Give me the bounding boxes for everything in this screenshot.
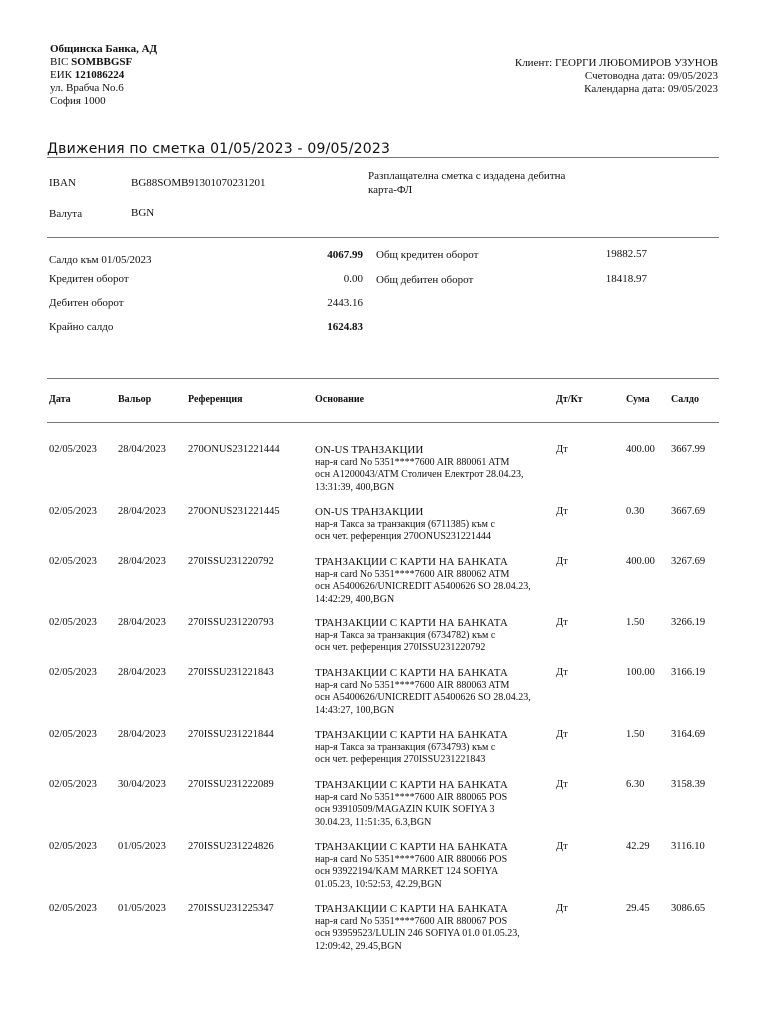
cell-dtkt: Дт xyxy=(556,617,568,628)
cell-value-date: 30/04/2023 xyxy=(118,779,166,790)
divider xyxy=(47,157,719,158)
col-header-description: Основание xyxy=(315,394,365,405)
cell-amount: 400.00 xyxy=(626,444,655,455)
cell-reference: 270ISSU231221843 xyxy=(188,667,274,678)
account-type-line2: карта-ФЛ xyxy=(368,184,413,196)
bank-info xyxy=(50,43,157,108)
closing-balance-label: Крайно салдо xyxy=(49,321,114,333)
cell-balance: 3166.19 xyxy=(671,667,706,678)
bank-eik: ЕИК 121086224 xyxy=(50,69,125,81)
currency-label: Валута xyxy=(49,208,83,220)
cell-balance: 3158.39 xyxy=(671,779,706,790)
cell-date: 02/05/2023 xyxy=(49,506,97,517)
cell-dtkt: Дт xyxy=(556,903,568,914)
col-header-value-date: Вальор xyxy=(118,394,152,405)
cell-value-date: 01/05/2023 xyxy=(118,841,166,852)
col-header-date: Дата xyxy=(49,394,71,405)
cell-amount: 42.29 xyxy=(626,841,650,852)
cell-date: 02/05/2023 xyxy=(49,444,97,455)
total-credit-label: Общ кредитен оборот xyxy=(376,249,479,261)
cell-amount: 1.50 xyxy=(626,729,645,740)
iban-label: IBAN xyxy=(49,177,76,189)
cell-amount: 29.45 xyxy=(626,903,650,914)
cell-date: 02/05/2023 xyxy=(49,779,97,790)
cell-amount: 100.00 xyxy=(626,667,655,678)
table-row xyxy=(0,667,768,727)
cell-dtkt: Дт xyxy=(556,729,568,740)
credit-turnover-label: Кредитен оборот xyxy=(49,273,129,285)
cell-balance: 3266.19 xyxy=(671,617,706,628)
cell-balance: 3116.10 xyxy=(671,841,705,852)
cell-value-date: 28/04/2023 xyxy=(118,617,166,628)
cell-dtkt: Дт xyxy=(556,506,568,517)
divider xyxy=(47,237,719,238)
col-header-amount: Сума xyxy=(626,394,650,405)
opening-balance-label: Салдо към 01/05/2023 xyxy=(49,254,152,266)
cell-amount: 0.30 xyxy=(626,506,645,517)
cell-reference: 270ISSU231225347 xyxy=(188,903,274,914)
cell-reference: 270ISSU231222089 xyxy=(188,779,274,790)
cell-date: 02/05/2023 xyxy=(49,556,97,567)
cell-value-date: 01/05/2023 xyxy=(118,903,166,914)
statement-title: Движения по сметка 01/05/2023 - 09/05/2023 xyxy=(47,141,391,157)
table-row xyxy=(0,556,768,616)
cell-dtkt: Дт xyxy=(556,841,568,852)
calendar-date: Календарна дата: 09/05/2023 xyxy=(584,83,718,95)
bank-bic: BIC SOMBBGSF xyxy=(50,56,133,68)
cell-date: 02/05/2023 xyxy=(49,903,97,914)
cell-description: ON-US ТРАНЗАКЦИИ нар-я Такса за транзакция (6711385) към с осн чет. референция 270ONUS231221444 xyxy=(315,506,495,542)
cell-balance: 3667.99 xyxy=(671,444,706,455)
cell-amount: 400.00 xyxy=(626,556,655,567)
cell-balance: 3086.65 xyxy=(671,903,706,914)
cell-reference: 270ISSU231221844 xyxy=(188,729,274,740)
total-debit-value: 18418.97 xyxy=(605,273,647,285)
iban-value: BG88SOMB91301070231201 xyxy=(131,177,266,189)
table-row xyxy=(0,779,768,839)
divider xyxy=(47,378,719,379)
debit-turnover-value: 2443.16 xyxy=(327,297,363,309)
total-credit-value: 19882.57 xyxy=(605,248,647,260)
col-header-balance: Салдо xyxy=(671,394,699,405)
table-row xyxy=(0,841,768,901)
cell-description: ТРАНЗАКЦИИ С КАРТИ НА БАНКАТА нар-я card No 5351****7600 AIR 880065 POS осн 93910509/MAGAZIN KUIK SOFIYA 3 30.04.23, 11:51:35, 6.3,BGN xyxy=(315,779,508,828)
debit-turnover-label: Дебитен оборот xyxy=(49,297,124,309)
credit-turnover-value: 0.00 xyxy=(343,273,363,285)
cell-value-date: 28/04/2023 xyxy=(118,506,166,517)
bank-city: София 1000 xyxy=(50,95,106,107)
cell-dtkt: Дт xyxy=(556,444,568,455)
cell-dtkt: Дт xyxy=(556,667,568,678)
col-header-reference: Референция xyxy=(188,394,243,405)
cell-description: ТРАНЗАКЦИИ С КАРТИ НА БАНКАТА нар-я Такса за транзакция (6734782) към с осн чет. референция 270ISSU231220792 xyxy=(315,617,508,653)
cell-reference: 270ISSU231220792 xyxy=(188,556,274,567)
closing-balance-value: 1624.83 xyxy=(327,321,363,333)
opening-balance-value: 4067.99 xyxy=(327,249,363,261)
cell-amount: 1.50 xyxy=(626,617,645,628)
table-row xyxy=(0,444,768,504)
accounting-date: Счетоводна дата: 09/05/2023 xyxy=(584,70,718,82)
bank-address: ул. Врабча No.6 xyxy=(50,82,124,94)
cell-description: ТРАНЗАКЦИИ С КАРТИ НА БАНКАТА нар-я card No 5351****7600 AIR 880062 ATM осн A5400626/UNICREDIT A5400626 SO 28.04.23, 14:42:29, 400,BGN xyxy=(315,556,531,605)
cell-date: 02/05/2023 xyxy=(49,841,97,852)
cell-reference: 270ONUS231221444 xyxy=(188,444,280,455)
total-debit-label: Общ дебитен оборот xyxy=(376,274,474,286)
bank-name: Общинска Банка, АД xyxy=(50,43,158,55)
cell-value-date: 28/04/2023 xyxy=(118,667,166,678)
cell-balance: 3164.69 xyxy=(671,729,706,740)
cell-description: ТРАНЗАКЦИИ С КАРТИ НА БАНКАТА нар-я Такса за транзакция (6734793) към с осн чет. референция 270ISSU231221843 xyxy=(315,729,508,765)
cell-description: ТРАНЗАКЦИИ С КАРТИ НА БАНКАТА нар-я card No 5351****7600 AIR 880067 POS осн 93959523/LULIN 246 SOFIYA 01.0 01.05.23, 12:09:42, 29.45,BGN xyxy=(315,903,520,952)
cell-balance: 3267.69 xyxy=(671,556,706,567)
cell-description: ON-US ТРАНЗАКЦИИ нар-я card No 5351****7600 AIR 880061 ATM осн A1200043/ATM Столичен Електрот 28.04.23, 13:31:39, 400,BGN xyxy=(315,444,524,493)
cell-description: ТРАНЗАКЦИИ С КАРТИ НА БАНКАТА нар-я card No 5351****7600 AIR 880066 POS осн 93922194/KAM MARKET 124 SOFIYA 01.05.23, 10:52:53, 42.29,BGN xyxy=(315,841,508,890)
cell-date: 02/05/2023 xyxy=(49,667,97,678)
cell-amount: 6.30 xyxy=(626,779,645,790)
table-row xyxy=(0,903,768,963)
cell-value-date: 28/04/2023 xyxy=(118,444,166,455)
client-name: Клиент: ГЕОРГИ ЛЮБОМИРОВ УЗУНОВ xyxy=(514,57,718,69)
cell-reference: 270ISSU231224826 xyxy=(188,841,274,852)
cell-date: 02/05/2023 xyxy=(49,617,97,628)
account-type-line1: Разплащателна сметка с издадена дебитна xyxy=(368,170,566,182)
cell-dtkt: Дт xyxy=(556,556,568,567)
cell-description: ТРАНЗАКЦИИ С КАРТИ НА БАНКАТА нар-я card No 5351****7600 AIR 880063 ATM осн A5400626/UNICREDIT A5400626 SO 28.04.23, 14:43:27, 100,BGN xyxy=(315,667,531,716)
cell-dtkt: Дт xyxy=(556,779,568,790)
cell-date: 02/05/2023 xyxy=(49,729,97,740)
col-header-dtkt: Дт/Кт xyxy=(556,394,583,405)
currency-value: BGN xyxy=(131,207,155,219)
divider xyxy=(47,422,719,423)
client-info xyxy=(515,57,718,96)
cell-balance: 3667.69 xyxy=(671,506,706,517)
cell-reference: 270ISSU231220793 xyxy=(188,617,274,628)
cell-reference: 270ONUS231221445 xyxy=(188,506,280,517)
cell-value-date: 28/04/2023 xyxy=(118,556,166,567)
cell-value-date: 28/04/2023 xyxy=(118,729,166,740)
